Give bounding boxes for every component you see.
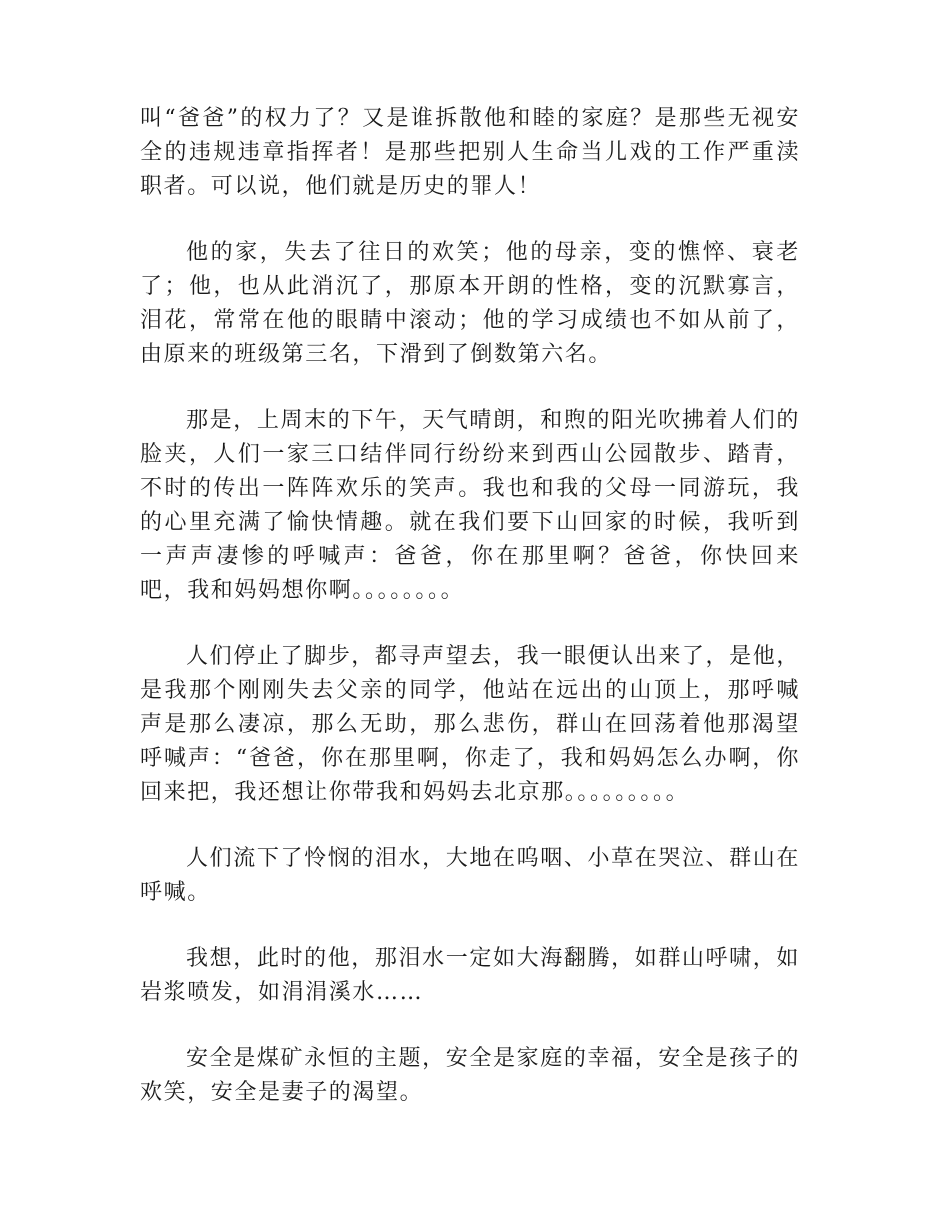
paragraph-5: 人们流下了怜悯的泪水，大地在呜咽、小草在哭泣、群山在呼喊。 <box>140 846 800 905</box>
document-body <box>140 102 800 1142</box>
paragraph-1: 叫“爸爸”的权力了？又是谁拆散他和睦的家庭？是那些无视安全的违规违章指挥者！是那些把别人生命当儿戏的工作严重渎职者。可以说，他们就是历史的罪人！ <box>140 106 800 199</box>
paragraph-3: 那是，上周末的下午，天气晴朗，和煦的阳光吹拂着人们的脸夹，人们一家三口结伴同行纷纷来到西山公园散步、踏青，不时的传出一阵阵欢乐的笑声。我也和我的父母一同游玩，我的心里充满了愉快情趣。就在我们要下山回家的时候，我听到一声声凄惨的呼喊声：爸爸，你在那里啊？爸爸，你快回来吧，我和妈妈想你啊。。。。。。。。 <box>140 408 800 603</box>
paragraph-7: 安全是煤矿永恒的主题，安全是家庭的幸福，安全是孩子的欢笑，安全是妻子的渴望。 <box>140 1046 800 1105</box>
paragraph-2: 他的家，失去了往日的欢笑；他的母亲，变的憔悴、衰老了；他，也从此消沉了，那原本开朗的性格，变的沉默寡言，泪花，常常在他的眼睛中滚动；他的学习成绩也不如从前了，由原来的班级第三名，下滑到了倒数第六名。 <box>140 240 800 367</box>
paragraph-6: 我想，此时的他，那泪水一定如大海翻腾，如群山呼啸，如岩浆喷发，如涓涓溪水…… <box>140 946 800 1005</box>
paragraph-4: 人们停止了脚步，都寻声望去，我一眼便认出来了，是他，是我那个刚刚失去父亲的同学，他站在远出的山顶上，那呼喊声是那么凄凉，那么无助，那么悲伤，群山在回荡着他那渴望呼喊声：“爸爸，你在那里啊，你走了，我和妈妈怎么办啊，你回来把，我还想让你带我和妈妈去北京那。。。。。。。。。 <box>140 644 800 805</box>
